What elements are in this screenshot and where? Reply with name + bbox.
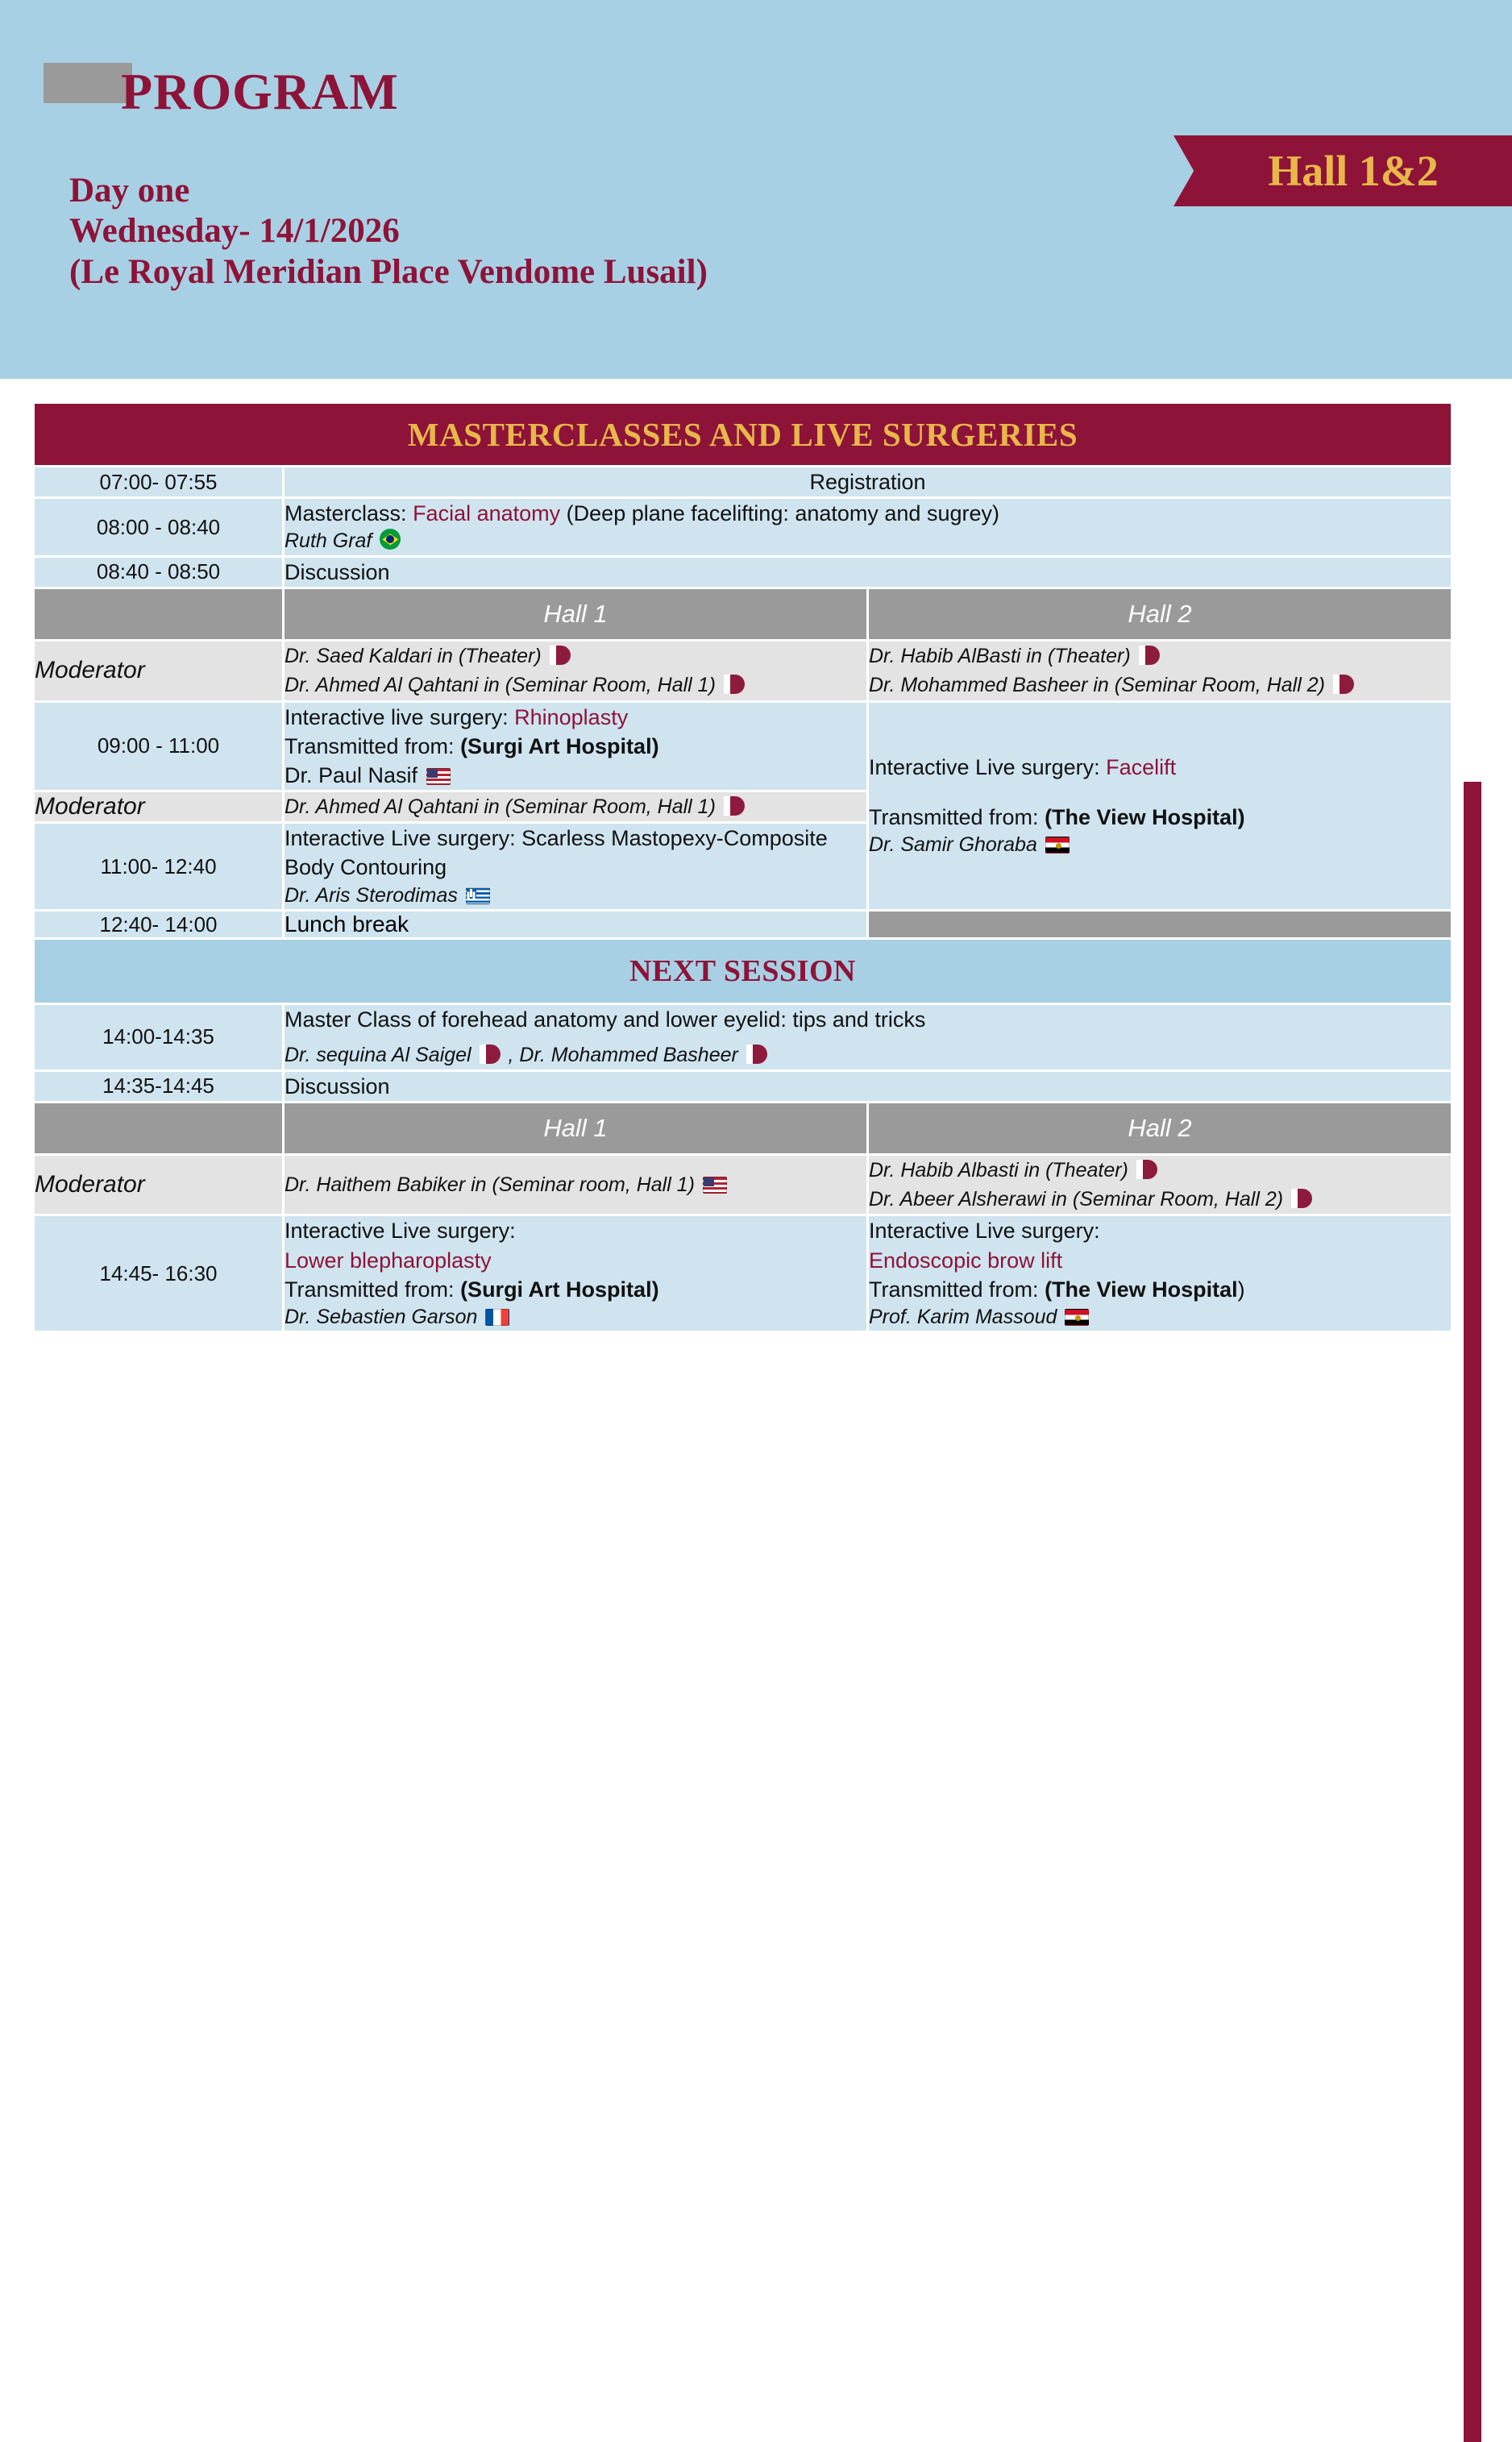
qatar-flag-icon [724, 675, 745, 694]
hall2-venue-line [869, 803, 1451, 832]
table-row [34, 1154, 1452, 1215]
s2-moderator-label: Moderator [34, 1154, 284, 1215]
hall2-prefix: Interactive Live surgery: [869, 754, 1100, 779]
hall1-header: Hall 1 [284, 588, 868, 641]
slot1-prefix: Interactive live surgery: [285, 704, 509, 729]
s2-moderators-hall1 [284, 1154, 868, 1215]
hall-badge-label: Hall 1&2 [1268, 147, 1439, 195]
moderator-label-2: Moderator [34, 791, 284, 823]
usa-flag-icon [426, 768, 451, 785]
moderator-entry [869, 1185, 1451, 1214]
s2-slot-time: 14:45- 16:30 [34, 1215, 284, 1332]
s2-masterclass-title: Master Class of forehead anatomy and lower eyelid: tips and tricks [285, 1007, 926, 1032]
s2-speaker-separator: , [508, 1044, 514, 1067]
moderator-label-1: Moderator [34, 641, 284, 702]
egypt-flag-icon [1045, 837, 1070, 853]
masterclass-time: 08:00 - 08:40 [34, 498, 284, 557]
decorative-right-bar [1464, 782, 1481, 2442]
s2-slot-hall1-topic: Lower blepharoplasty [285, 1248, 492, 1273]
section-banner-masterclasses: MASTERCLASSES AND LIVE SURGERIES [34, 403, 1452, 467]
hall-badge [1173, 135, 1512, 206]
s2-slot-hall2-venue-tail: ) [1237, 1277, 1245, 1302]
qatar-flag-icon [746, 1044, 767, 1064]
slot1-title-line [285, 703, 866, 732]
qatar-flag-icon [550, 646, 571, 665]
qatar-flag-icon [724, 796, 745, 816]
program-sheet [0, 379, 1512, 1333]
decorative-gray-block [44, 63, 132, 103]
s2-slot-hall2-transmitted-prefix: Transmitted from: [869, 1277, 1039, 1302]
s2-hall1-header: Hall 1 [284, 1102, 868, 1154]
page-title: PROGRAM [121, 63, 399, 120]
table-row [34, 641, 1452, 702]
section-banner-next-session: NEXT SESSION [34, 939, 1452, 1004]
moderator-name: Dr. Habib Albasti in (Theater) [869, 1158, 1128, 1182]
moderator-entry [285, 642, 866, 671]
s2-slot-hall2-venue: (The View Hospital [1045, 1277, 1238, 1302]
qatar-flag-icon [1291, 1189, 1312, 1208]
hall2-venue: (The View Hospital) [1045, 805, 1245, 830]
day-label: Day one [69, 172, 190, 210]
moderator-name: Dr. Haithem Babiker in (Seminar room, Hall 1) [285, 1173, 695, 1197]
table-row [34, 1215, 1452, 1332]
hall-header-spacer [34, 588, 284, 641]
egypt-flag-icon [1065, 1309, 1089, 1326]
slot1-venue: (Surgi Art Hospital) [460, 733, 659, 758]
hall2-topic: Facelift [1106, 754, 1177, 779]
moderator-name: Dr. Abeer Alsherawi in (Seminar Room, Hall 2) [869, 1188, 1284, 1211]
slot2-hall1-content [284, 823, 868, 911]
lunch-label: Lunch break [284, 911, 868, 939]
masterclass-topic: Facial anatomy [413, 501, 561, 526]
s2-slot-hall1-transmitted-prefix: Transmitted from: [285, 1277, 455, 1302]
slot1-hall1-content [284, 701, 868, 791]
moderators-hall1 [284, 641, 868, 702]
qatar-flag-icon [1333, 675, 1354, 694]
venue-label: (Le Royal Meridian Place Vendome Lusail) [69, 252, 708, 291]
s2-slot-hall2-venue-line [869, 1275, 1451, 1304]
s2-discussion-time: 14:35-14:45 [34, 1070, 284, 1102]
hall2-speaker-line [869, 832, 1451, 859]
moderator-name: Dr. Ahmed Al Qahtani in (Seminar Room, Hall 1) [285, 674, 716, 697]
s2-masterclass-content [284, 1004, 1452, 1071]
s2-slot-hall2-speaker: Prof. Karim Massoud [869, 1305, 1057, 1328]
s2-speaker-1: Dr. sequina Al Saigel [285, 1044, 471, 1067]
s2-slot-hall1 [284, 1215, 868, 1332]
moderator-entry [285, 671, 866, 700]
hall2-title-line [869, 753, 1451, 782]
france-flag-icon [485, 1309, 509, 1326]
table-row [34, 498, 1452, 557]
table-row [34, 556, 1452, 588]
slot1-speaker: Dr. Paul Nasif [285, 762, 418, 787]
masterclass-suffix: (Deep plane facelifting: anatomy and sugrey) [566, 501, 999, 526]
slot2-title: Interactive Live surgery: Scarless Mastopexy-Composite Body Contouring [285, 826, 828, 880]
slot1-topic: Rhinoplasty [514, 704, 629, 729]
table-row [34, 1004, 1452, 1071]
s2-slot-hall1-speaker: Dr. Sebastien Garson [285, 1305, 478, 1328]
table-row [34, 1070, 1452, 1102]
qatar-flag-icon [1136, 1160, 1157, 1179]
s2-hall2-header: Hall 2 [868, 1102, 1452, 1154]
s2-discussion-label: Discussion [284, 1070, 1452, 1102]
table-row [34, 701, 1452, 791]
moderator-entry [869, 671, 1451, 700]
hall2-live-surgery-block [868, 701, 1452, 911]
s2-slot-hall2-speaker-line [869, 1304, 1451, 1331]
table-row [34, 911, 1452, 939]
hall2-speaker: Dr. Samir Ghoraba [869, 833, 1037, 857]
moderators-hall2 [868, 641, 1452, 702]
registration-label: Registration [284, 467, 1452, 498]
qatar-flag-icon [1139, 646, 1160, 665]
moderator-name: Dr. Saed Kaldari in (Theater) [285, 645, 542, 668]
lunch-empty-cell [868, 911, 1452, 939]
slot1-time: 09:00 - 11:00 [34, 701, 284, 791]
usa-flag-icon [703, 1177, 727, 1194]
masterclass-speaker: Ruth Graf [285, 530, 372, 553]
table-row [34, 939, 1452, 1004]
slot2-speaker-line [285, 883, 866, 910]
table-row [34, 467, 1452, 498]
table-row [34, 588, 1452, 641]
moderator-entry [869, 642, 1451, 671]
moderator-entry [285, 1170, 866, 1199]
table-row [34, 403, 1452, 467]
s2-slot-hall2-topic: Endoscopic brow lift [869, 1248, 1063, 1273]
slot1-speaker-line [285, 761, 866, 790]
masterclass-prefix: Masterclass: [285, 501, 407, 526]
brazil-flag-icon [380, 529, 401, 550]
moderator-name: Dr. Ahmed Al Qahtani in (Seminar Room, Hall 1) [285, 795, 716, 819]
moderator2-hall1 [284, 791, 868, 823]
hall2-header: Hall 2 [868, 588, 1452, 641]
moderator-name: Dr. Habib AlBasti in (Theater) [869, 645, 1131, 668]
program-table [32, 401, 1453, 1333]
masterclass-title-line [285, 499, 1451, 528]
s2-speaker-2: Dr. Mohammed Basheer [519, 1044, 738, 1067]
discussion1-time: 08:40 - 08:50 [34, 556, 284, 588]
event-date-block [69, 171, 708, 293]
s2-slot-hall2-line1: Interactive Live surgery: [869, 1219, 1100, 1244]
qatar-flag-icon [480, 1044, 501, 1064]
greece-flag-icon [466, 887, 490, 904]
s2-masterclass-speakers [285, 1042, 1451, 1069]
s2-slot-hall1-venue-line [285, 1275, 866, 1304]
masterclass-speaker-line [285, 528, 1451, 555]
s2-hall-header-spacer [34, 1102, 284, 1154]
lunch-time: 12:40- 14:00 [34, 911, 284, 939]
s2-moderators-hall2 [868, 1154, 1452, 1215]
moderator-entry [869, 1156, 1451, 1185]
s2-slot-hall1-line1: Interactive Live surgery: [285, 1219, 516, 1244]
date-label: Wednesday- 14/1/2026 [69, 212, 400, 251]
hall2-transmitted-prefix: Transmitted from: [869, 805, 1039, 830]
page-header [0, 0, 1512, 379]
s2-masterclass-time: 14:00-14:35 [34, 1004, 284, 1071]
masterclass-content [284, 498, 1452, 557]
slot2-time: 11:00- 12:40 [34, 823, 284, 911]
s2-slot-hall1-speaker-line [285, 1304, 866, 1331]
table-row [34, 1102, 1452, 1154]
registration-time: 07:00- 07:55 [34, 467, 284, 498]
slot1-venue-line [285, 732, 866, 761]
s2-slot-hall2 [868, 1215, 1452, 1332]
slot1-transmitted-prefix: Transmitted from: [285, 733, 455, 758]
slot2-speaker: Dr. Aris Sterodimas [285, 883, 458, 907]
discussion1-label: Discussion [284, 556, 1452, 588]
s2-slot-hall1-venue: (Surgi Art Hospital) [460, 1277, 659, 1302]
moderator-name: Dr. Mohammed Basheer in (Seminar Room, Hall 2) [869, 674, 1325, 697]
